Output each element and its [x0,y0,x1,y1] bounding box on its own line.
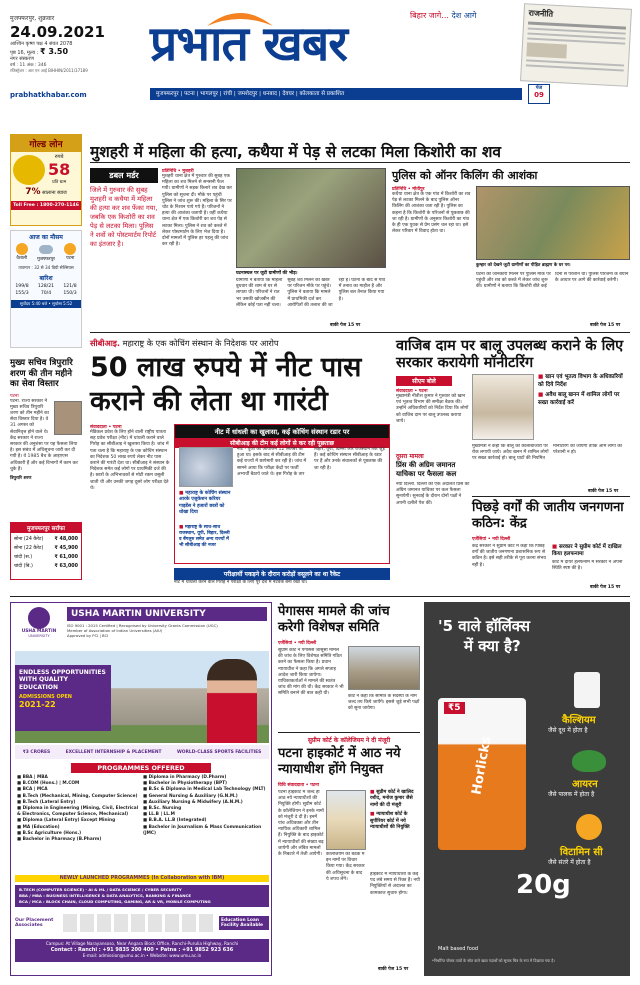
sarafa-silver-label: चांदी (स.) [14,555,33,560]
honour-headline: पुलिस को ऑनर किलिंग की आशंका [392,169,538,182]
issue-date: 24.09.2021 [10,23,105,41]
editions-bar: मुजफ्फरपुर | पटना | भागलपुर | रांची | जमशेदपुर | धनबाद | देवघर | कोलकाता से प्रकाशित [150,88,522,100]
sarafa-title: मुजफ्फरपुर सर्राफा [11,523,81,533]
usha-prog-right-8: ■ B.B.A. LL.B (Integrated) [143,818,207,824]
usha-prog-right-1: ■ Diploma in Pharmacy (D.Pharm) [143,775,227,780]
usha-new-title: NEWLY LAUNCHED PROGRAMMES (In Collaboration with IBM) [15,875,269,882]
tripura-photo [54,401,82,435]
usha-prog-left-5: ■ B.Tech (Lateral Entry) [17,799,76,805]
horlicks-pack [438,698,526,850]
horlicks-q2: में क्या है? [464,637,521,655]
hc-dateline: विधि संवाददाता • पटना [278,783,319,788]
usha-prog-right-2: ■ Bachelor in Physiotherapy (BPT) [143,781,228,787]
weather-box [10,230,82,348]
usha-banner [15,665,111,731]
rain-value-4: 155/3 [15,291,29,296]
honour-dateline: प्रतिनिधि • मोतीपुर [392,187,425,192]
usha-loan: Education Loan Facility Available [219,916,269,930]
tagline-b: देश आगे [451,11,477,20]
orange-icon [576,814,602,840]
tripura-caption: त्रिपुरारि शरण [10,475,32,481]
usha-new-2: BBA / MBA : BUSINESS INTELLIGENCE & DATA ANALYTICS, BANKING & FINANCE [19,893,192,898]
usha-logo [15,607,63,638]
rain-value-3: 121/8 [63,284,77,289]
edition-strip [0,85,640,102]
rain-title: बारिश [39,275,53,282]
cbi-dateline: संवाददाता • पटना [90,425,122,430]
lead-body-2: ग्रामीणों ने बताया कि महिला बुधवार की शाम से घर से लापता थी। परिजनों ने रात भर उसकी खोजबीन की लेकिन कोई पता नहीं चला। सुबह शव मिलने की खबर पर परिजन मौके पर पहुंचे। पुलिस ने बताया कि मामले में प्राथमिकी दर्ज कर आरोपितों की तलाश की जा रही है। घटना के बाद से गांव में तनाव का माहौल है और पुलिस बल तैनात किया गया है। [236,278,386,308]
usha-prog-left-2: ■ B.COM (Hons.) | M.COM [17,781,80,787]
usha-prog-left-7: ■ Diploma (Lateral Entry) Except Mining [17,818,116,824]
honour-continued: बाकी पेज 15 पर [590,323,621,328]
cm-photo [472,374,534,440]
usha-new-3: BCA / MCA : BLOCK CHAIN, CLOUD COMPUTING, GAMING, AR & VR, MOBILE COMPUTING [19,899,211,904]
registration: रजिस्ट्रेशन : आर एन आई BIHHIN/2011/37189 [10,68,88,73]
usha-new-1: B.TECH (COMPUTER SCIENCE) - AI & ML / DATA SCIENCE / CYBER SECURITY [19,887,182,892]
cbi-bullet-2: ■ महाराष्ट्र के साथ-साथ राजस्थान, यूपी, बिहार, दिल्ली व बेंगलुरु समेत अन्य राज्यों में भी सीबीआइ की नजर [179,525,230,548]
usha-prog-right-5: ■ Auxiliary Nursing & Midwifery (A.N.M.) [143,799,243,805]
weather-temp: तापमान : 32 से 34 डिग्री सेल्सियस [18,265,74,270]
sand-body: संवाददाता • पटना मुख्यमंत्री नीतीश कुमार ने गुरुवार को खान एवं भूतत्व विभाग की समीक्षा बैठक की। उन्होंने अधिकारियों को निर्देश दिया कि लोगों को वाजिब दाम पर बालू उपलब्ध कराया जाये। [396,389,469,424]
weather-city-2: मुजफ्फरपुर [37,257,55,262]
hc-bullet-1: ■ सुप्रीम कोर्ट ने खालिद रशीद, मनोज कुमार जैसे नामों की दी मंजूरी [370,790,414,808]
lead-headline: मुशहरी में महिला की हत्या, कथैया में पेड़ से लटका मिला किशोरी का शव [90,143,501,161]
cbi-box2-body: नीट में धांधली करने वाले गिरोह ने परीक्षा के लिए पूरे देश में नेटवर्क बना रखा था। [174,580,308,585]
milk-icon [574,672,600,708]
weather-title: आज का मौसम [29,234,63,241]
hc-kicker: सुप्रीम कोर्ट के कॉलेजियम ने दी मंजूरी [307,737,391,744]
cbi-box: नीट में धांधली का खुलासा, कई कोचिंग संस्थान रडार पर सीबीआइ की टीम कई लोगों से कर रही पूछताछ ■ महाराष्ट्र के कोचिंग संस्थान आरके एजुकेशन करियर गाइडेंस ने हजारों छात्रों को धोखा दिया नीट - यूजी का आयोजन 12 सितंबर को हुआ था। इसके बाद से सीबीआइ की टीम कई राज्यों में छापेमारी कर रही है। जांच में सामने आया कि परीक्षा केंद्रों पर फर्जी अभ्यर्थी बैठाये जाते थे। इस गिरोह के तार बिहार, यूपी, दिल्ली और राजस्थान तक जुड़े हैं। कई कोचिंग संस्थान सीबीआइ के रडार पर हैं और उनके संचालकों से पूछताछ की जा रही है। ■ महाराष्ट्र के साथ-साथ राजस्थान, यूपी, बिहार, दिल्ली व बेंगलुरु समेत अन्य राज्यों में भी सीबीआइ की नजर [174,424,390,564]
sand-bullets [538,374,630,407]
pegasus-body: सुप्रीम कोर्ट ने पेगासस जासूसी मामले की जांच के लिए विशेषज्ञ समिति गठित करने का फैसला किया है। प्रधान न्यायाधीश ने कहा कि अगले सप्ताह आदेश जारी किया जायेगा। याचिकाकर्ताओं ने मामले की स्वतंत्र जांच की मांग की थी। केंद्र सरकार ने भी समिति बनाने की बात कही थी। [278,648,344,697]
sand-body-2: मुख्यमंत्री ने कहा कि बालू की कालाबाजारी पर रोक लगायी जाये। अवैध खनन में शामिल लोगों पर सख्त कार्रवाई हो। बालू घाटों की नियमित मॉनीटरिंग की जायेगी ताकि आम लोगों को परेशानी न हो। [472,444,622,462]
edition-5: जमशेदपुर [237,91,258,97]
calcium-sub: जैसे दूध में होता है [548,727,588,734]
paper-name-logo: प्रभात खबर [150,16,347,72]
edition-6: धनबाद [262,91,277,97]
clip-label: राजनीति [528,8,554,19]
usha-prog-right-7: ■ LL.B | LL.M [143,812,175,818]
sand-sub2-body: नयी दिल्ली. दिल्ली की एक अदालत प्रिंस की अग्रिम जमानत याचिका पर कल फैसला सुनायेगी। सुनवाई के दौरान दोनों पक्षों ने अपनी दलीलें पेश कीं। [396,482,470,506]
census-body-2: कोर्ट में दायर हलफनामे में सरकार ने अपनी स्थिति स्पष्ट की है। [552,560,623,572]
masthead-info [10,14,150,74]
page-number: 09 [534,91,544,99]
usha-assoc: Our Placement Associates [15,918,54,928]
spinach-icon [572,750,606,772]
rain-value-6: 150/3 [63,291,77,296]
iron-label: आयरन [572,779,598,790]
sun-weather-icon [16,243,28,255]
usha-prog-right-3: ■ B.Sc & Diploma in Medical Lab Technology (MLT) [143,787,266,793]
honour-caption: कुम्हार को देखने जुटी ग्रामीणों का पीड़ित ब्राह्मण के घर पर। [476,263,571,268]
sarafa-gold: ₹ 48,000 [54,537,78,542]
price: ₹ 3.50 [39,47,69,56]
sarafa-gold2-label: सोना (22 कैरेट) [14,546,44,551]
usha-student-photo [207,659,257,743]
sarafa-gold2: ₹ 45,900 [54,546,78,551]
usha-email: E-mail: admission@umu.ac.in [82,953,145,959]
horlicks-weight: 20g [516,870,571,900]
census-bullet: ■ सरकार ने सुप्रीम कोर्ट में दाखिल किया हलफनामा [552,544,622,557]
census-dateline: एजेंसियां • नयी दिल्ली [472,537,511,542]
usha-web: Website: www.umu.ac.in [149,953,202,959]
sarafa-silver: ₹ 61,000 [54,555,78,560]
usha-prog-left-10: ■ Bachelor in Pharmacy (B.Pharm) [17,837,102,843]
usha-title: USHA MARTIN UNIVERSITY [67,607,267,621]
rain-value-5: 70/4 [40,291,52,296]
tripura-dateline: पटना [10,393,19,399]
cm-tag: सीएम बोले [396,376,452,386]
cbi-headline-1: 50 लाख रुपये में नीट पास [90,352,362,383]
sun-times: सूर्योदय 5:40 बजे • सूर्यास्त 5:52 [11,300,81,308]
sarafa-silver2: ₹ 63,000 [54,564,78,569]
pegasus-headline: पेगासस मामले की जांच करेगी विशेषज्ञ समिति [278,604,390,635]
pages-price-label: पृष्ठ 16, मूल्य : [10,50,39,56]
cbi-kicker [90,338,390,349]
edition-7: देवघर [282,91,295,97]
horlicks-malt: Malt based food [438,946,479,952]
weather-city-1: वैशाली [16,256,28,261]
usha-stat-2: EXCELLENT INTERNSHIP & PLACEMENT [65,749,162,755]
honour-body: प्रतिनिधि • मोतीपुर कथैया थाना क्षेत्र के एक गांव में किशोरी का शव पेड़ से लटका मिलने के बाद पुलिस ऑनर किलिंग की आशंका जता रही है। पुलिस का कहना है कि किशोरी के परिजनों से पूछताछ की जा रही है। ग्रामीणों के अनुसार किशोरी का गांव के ही एक युवक से प्रेम प्रसंग चल रहा था। इसे लेकर परिवार में विवाद होता था। [392,187,471,235]
usha-banner-2: ADMISSIONS OPEN [19,694,72,701]
edition-3: भागलपुर [200,91,218,97]
usha-prog-left-4: ■ B.Tech (Mechanical, Mining, Computer Science) [17,793,138,799]
usha-programmes-title: PROGRAMMES OFFERED [71,763,211,773]
bullet-icon-2: ■ [179,525,185,530]
volume-line: वर्ष : 11 अंक : 346 [10,63,47,68]
usha-prog-left-1: ■ BBA | MBA [17,775,48,780]
cbi-box-sub: सीबीआइ की टीम कई लोगों से कर रही पूछताछ [175,438,389,448]
cbi-bullet-1: ■ महाराष्ट्र के कोचिंग संस्थान आरके एजुकेशन करियर गाइडेंस ने हजारों छात्रों को धोखा दिया [179,491,231,516]
hc-continued: बाकी पेज 15 पर [378,967,409,972]
hc-headline: पटना हाइकोर्ट में आठ नये न्यायाधीश होंगे नियुक्त [278,746,401,777]
lead-continued: बाकी पेज 15 पर [330,323,361,328]
edition-1: मुजफ्फरपुर [156,91,179,97]
hc-bullet-2: ■ न्यायाधीश कोर्ट के सुपीरियर कोर्ट में नये न्यायाधीशों की नियुक्ति [370,812,410,831]
lead-subhead: डबल मर्डर [90,168,158,183]
lead-deck: जिले में गुरुवार की सुबह मुशहरी व कथैया में महिला की हत्या कर शव फेंका गया, जबकि एक किशोरी का शव पेड़ से लटका मिला। पुलिस ने शवों को पोस्टमार्टम रिपोर्ट का इंतजार है। [90,186,158,248]
weather-city-3: पटना [66,256,75,261]
sarafa-box [10,522,82,580]
usha-prog-left-6: ■ Diploma in Engineering (Mining, Civil, Electrical & Electronics, Computer Science, Mechanical) [17,806,139,818]
newspaper-clip-image [520,3,632,87]
pegasus-dateline: एजेंसियां • नयी दिल्ली [278,641,317,646]
gold-rate-prefix: रुपये [54,154,64,160]
usha-logo-name2: UNIVERSITY [28,634,50,638]
iron-sub: जैसे पालक में होता है [548,791,595,798]
sand-bullet-2: ■ अवैध बालू खनन में शामिल लोगों पर सख्त कार्रवाई करें [538,392,620,406]
gold-tollfree: Toll Free : 1800-270-1146 [11,201,81,210]
bullet-icon-5: ■ [552,544,559,550]
hc-bullets [370,790,420,831]
hc-body: पटना हाइकोर्ट में जल्द ही आठ नये न्यायाधीशों की नियुक्ति होगी। सुप्रीम कोर्ट के कॉलेजियम ने इनके नामों को मंजूरी दे दी है। इनमें पांच अधिवक्ता और तीन न्यायिक अधिकारी शामिल हैं। नियुक्ति के बाद हाइकोर्ट में न्यायाधीशों की संख्या बढ़ जायेगी और लंबित मामलों के निबटारे में तेजी आयेगी। [278,790,324,858]
sand-headline: वाजिब दाम पर बालू उपलब्ध कराने के लिए सरकार करायेगी मॉनीटरिंग [396,338,624,371]
usha-stat-1: ₹3 CRORES [22,749,51,755]
lead-story [90,168,158,328]
supreme-court-photo [348,646,420,690]
gold-loan-title: गोल्ड लोन [11,135,81,152]
usha-prog-left-9: ■ B.Sc Agriculture (Hons.) [17,830,82,836]
bullet-icon-6: ■ [370,790,377,795]
gold-interest-label: सालाना ब्याज [42,190,67,196]
gold-loan-ad [10,134,82,226]
page-number-box [528,84,550,104]
horlicks-q1: '5 वाले हॉर्लिक्स [438,617,530,635]
calcium-label: कैल्शियम [562,715,596,726]
edition: नगर संस्करण [10,56,35,62]
masthead [0,0,640,88]
tagline-a: बिहार जागे... [410,11,449,20]
rain-value-2: 128/21 [37,284,55,289]
gold-interest: 7% [25,187,41,197]
usha-iso: ISO 9001 : 2015 Certified | Recognised by University Grants Commission (UGC) [67,623,218,628]
sand-bullet-1: ■ खान एवं भूतत्व विभाग के अधिकारियों को दिये निर्देश [538,374,623,388]
usha-prog-right-4: ■ General Nursing & Auxiliary (G.N.M.) [143,793,238,799]
cbi-box2-title: परीक्षार्थी पकड़ने के दौरान करोड़ों वसूलने का था रैकेट [174,568,390,580]
gold-rate-unit: प्रति ग्राम [52,180,67,185]
horlicks-ad [424,602,630,976]
sarafa-silver2-label: चांदी (बि.) [14,564,33,569]
sand-sub2-head: प्रिंस की अग्रिम जमानत याचिका पर फैसला कल [396,461,457,478]
usha-prog-right-9: ■ Bachelor in Journalism & Mass Communication (JMC) [143,824,262,836]
usha-stat-3: WORLD-CLASS SPORTS FACILITIES [176,749,262,755]
sun-weather-icon-2 [64,243,76,255]
rain-value-1: 199/8 [15,284,29,289]
census-continued: बाकी पेज 15 पर [590,585,621,590]
census-headline: पिछड़े वर्गों की जातीय जनगणना कठिन: केंद्र [472,500,624,531]
bullet-icon-3: ■ [538,374,546,380]
sand-dateline: संवाददाता • पटना [396,389,428,394]
vitc-sub: जैसे संतरे में होता है [548,859,591,866]
lead-dateline: प्रतिनिधि • मुशहरी [162,169,194,174]
tagline [410,10,476,21]
page-label: पेज [535,85,543,91]
horlicks-price: ₹5 [444,702,465,714]
tripura-headline: मुख्य सचिव त्रिपुरारि शरण की तीन महीने का सेवा विस्तार [10,358,73,389]
pegasus-body-2: कोर्ट ने कहा कि समिति के सदस्यों के नाम जल्द तय किये जायेंगे। इससे जुड़े सभी पक्षों को सुना जायेगा। [348,694,420,712]
hc-body-2: कॉलेजियम की बैठक में इन नामों पर विचार किया गया। केंद्र सरकार की अधिसूचना के बाद ये शपथ लेंगे। [326,852,365,882]
edition-8: कोलकाता से प्रकाशित [299,91,345,97]
bullet-icon: ■ [179,491,186,496]
lead-photo [236,168,386,268]
cbi-box-title: नीट में धांधली का खुलासा, कई कोचिंग संस्थान रडार पर [175,425,389,438]
edition-2: पटना [184,91,195,97]
usha-prog-right-6: ■ B.Sc. Nursing [143,806,182,812]
census-body: केंद्र सरकार ने सुप्रीम कोर्ट में कहा कि पिछड़े वर्गों की जातीय जनगणना प्रशासनिक रूप से कठिन है। इसे सही तरीके से पूरा करना संभव नहीं है। [472,544,546,568]
sand-continued: बाकी पेज 15 पर [588,489,619,494]
city-day: मुजफ्फरपुर, शुक्रवार [10,15,55,22]
cbi-kicker-text: महाराष्ट्र के एक कोचिंग संस्थान के निदेशक पर आरोप [122,338,279,348]
website-link[interactable]: prabhatkhabar.com [10,91,87,99]
gold-rate: 58 [48,160,71,179]
usha-banner-1: ENDLESS OPPORTUNITIES WITH QUALITY EDUCATION [19,669,106,691]
tripura-story: मुख्य सचिव त्रिपुरारि शरण की तीन महीने का सेवा विस्तार पटना पटना. राज्य सरकार ने मुख्य सचिव त्रिपुरारि शरण को तीन महीने का सेवा विस्तार दिया है। वे 31 अगस्त को सेवानिवृत्त होने वाले थे। केंद्र सरकार ने राज्य सरकार की अनुशंसा पर यह फैसला लिया है। इस संबंध में अधिसूचना जारी कर दी गयी है। वे 1985 बैच के आइएएस अधिकारी हैं और कई विभागों में काम कर चुके हैं। त्रिपुरारि शरण [10,358,82,518]
cloud-weather-icon [39,245,53,254]
usha-logo-name: USHA MARTIN [21,629,57,634]
usha-banner-3: 2021-22 [19,700,56,710]
placement-logos [63,914,216,932]
edition-4: रांची [223,91,233,97]
usha-member: Member of Association of Indian Universities (AIU) [67,628,163,633]
stethoscope-photo [179,447,233,487]
cbi-kicker-tag: सीबीआइ. [90,338,120,348]
bullet-icon-4: ■ [538,392,546,399]
bullet-icon-7: ■ [370,812,377,818]
usha-contact: Contact : Ranchi : +91 9835 200 400 • Patna : +91 9852 923 636 [50,947,234,954]
usha-campus: Campus: At Village Narayansoso, Near Angara Block Office, Ranchi-Purulia Highway, Ranchi [45,941,239,946]
hc-body-3: हाइकोर्ट में न्यायाधीशों के कई पद लंबे समय से रिक्त हैं। नयी नियुक्तियों से अदालत का कामकाज सुचारु होगा। [370,872,420,896]
hindi-date: आश्विन कृष्ण पक्ष 4 संवत 2078 [10,41,73,47]
sarafa-gold-label: सोना (24 कैरेट) [14,537,44,542]
usha-prog-left-3: ■ BCA | MCA [17,787,48,793]
hc-building-photo [326,790,366,850]
horlicks-brand: Horlicks [469,735,495,796]
vitc-label: विटामिन सी [560,847,603,858]
honour-photo [476,186,630,260]
honour-body-2: घटना की जानकारी मिलने पर पुलिस मौके पर पहुंची और शव को कब्जे में लेकर जांच शुरू की। ग्रामीणों ने बताया कि किशोरी बीते कई दिनों से परेशान थी। पुलिस परिजनों के बयान के आधार पर आगे की कार्रवाई करेगी। [476,272,629,290]
usha-martin-ad: USHA MARTIN UNIVERSITY USHA MARTIN UNIVERSITY ISO 9001 : 2015 Certified | Recognised by University Grants Commission (UGC) Member of Association of Indian Universities (AIU) Approved by PCI | BCI ENDLESS OPPORTUNITIES WITH QUALITY EDUCATION ADMISSIONS OPEN 2021-22 ₹3 CRORES EXCELLENT INTERNSHIP & PLACEMENT WORLD-CLASS SPORTS FACILITIES PROGRAMMES OFFERED ■ BBA | MBA ■ B.COM (Hons.) | M.COM ■ BCA | MCA ■ B.Tech (Mechanical, Mining, Computer Science) ■ B.Tech (Lateral Entry) ■ Diploma in Engineering (Mining, Civil, Electrical & Electronics, Computer Science, Mechanical) ■ Diploma (Lateral Entry) Except Mining ■ MA (Education) ■ B.Sc Agriculture (Hons.) ■ Bachelor in Pharmacy (B.Pharm) ■ Diploma in Pharmacy (D.Pharm) ■ Bachelor in Physiotherapy (BPT) ■ B.Sc & Diploma in Medical Lab Technology (MLT) ■ General Nursing & Auxiliary (G.N.M.) ■ Auxiliary Nursing & Midwifery (A.N.M.) ■ B.Sc. Nursing ■ LL.B | LL.M ■ B.B.A. LL.B (Integrated) ■ Bachelor in Journalism & Mass Communication (JMC) NEWLY LAUNCHED PROGRAMMES (In Collaboration with IBM) B.TECH (COMPUTER SCIENCE) - AI & ML / DATA SCIENCE / CYBER SECURITY BBA / MBA : BUSINESS INTELLIGENCE & DATA ANALYTICS, BANKING & FINANCE BCA / MCA : BLOCK CHAIN, CLOUD COMPUTING, GAMING, AR & VR, MOBILE COMPUTING Our Placement Associates Education Loan Facility Available Campus: At Village Narayansoso, Near Angara Block Office, Ranchi-Purulia Highway, Ranchi Contact : Ranchi : +91 9835 200 400 • Patna : +91 9852 923 636 E-mail: admission@umu.ac.in • Website: www.umu.ac.in [10,602,272,976]
cbi-body: संवाददाता • पटना मेडिकल प्रवेश के लिए होने वाली राष्ट्रीय पात्रता सह प्रवेश परीक्षा (नीट) में धांधली कराने वाले गिरोह का सीबीआइ ने खुलासा किया है। जांच में पता चला है कि महाराष्ट्र के एक कोचिंग संस्थान का निदेशक 50 लाख रुपये लेकर नीट पास कराने की गारंटी देता था। सीबीआइ ने संस्थान के निदेशक समेत कई लोगों पर प्राथमिकी दर्ज की है। छात्रों के अभिभावकों से मोटी रकम वसूली जाती थी और उनकी जगह दूसरे लोग परीक्षा देते थे। [90,425,170,491]
sand-sub2: दूसरा मामला [396,453,424,460]
cbi-headline-2: कराने की लेता था गारंटी [90,386,328,417]
lead-caption: घटनास्थल पर जुटी ग्रामीणों की भीड़। [236,271,298,276]
lead-body: प्रतिनिधि • मुशहरी मुशहरी थाना क्षेत्र में गुरुवार की सुबह एक महिला का शव मिलने से सनसनी फैल गयी। ग्रामीणों ने सड़क किनारे शव देख कर पुलिस को सूचना दी। मौके पर पहुंची पुलिस ने जांच शुरू की। महिला के सिर पर चोट के निशान पाये गये हैं। परिजनों ने हत्या की आशंका जतायी है। वहीं कथैया थाना क्षेत्र में एक किशोरी का शव पेड़ से लटका मिला। पुलिस ने शव को कब्जे में लेकर पोस्टमार्टम के लिए भेज दिया है। दोनों मामलों में पुलिस हर पहलू की जांच कर रही है। [162,169,232,248]
usha-approved: Approved by PCI | BCI [67,633,109,638]
usha-logo-icon [28,607,50,629]
horlicks-foot: *निर्धारित पोषक तत्वों के स्रोत वाले खाद्य पदार्थों को सूचक चित्र के रूप में दिखाया गया है। [432,958,555,963]
usha-prog-left-8: ■ MA (Education) [17,824,60,830]
